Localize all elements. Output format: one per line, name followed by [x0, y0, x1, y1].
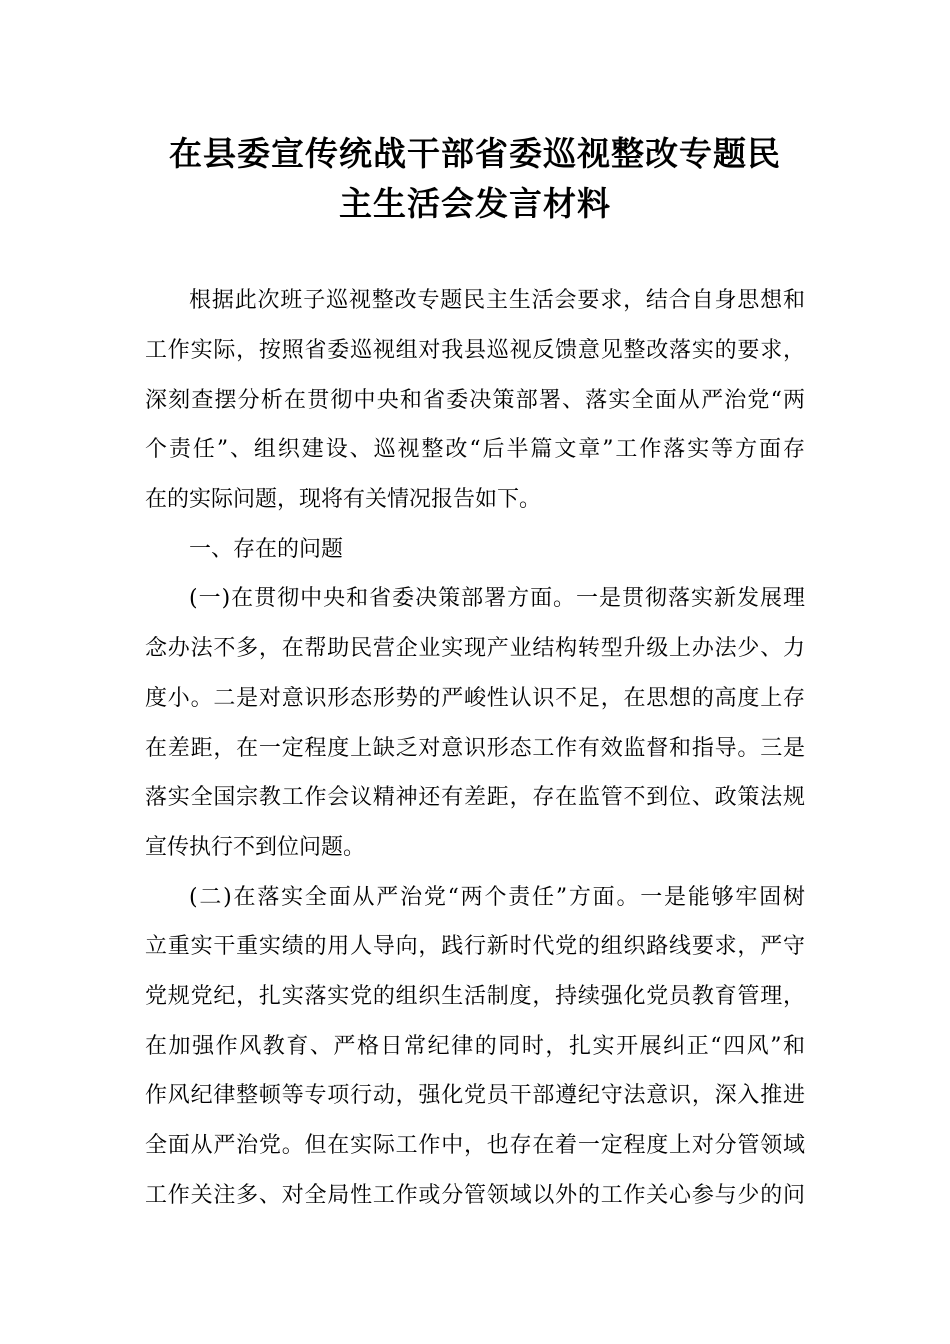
body-line: 深刻查摆分析在贯彻中央和省委决策部署、落实全面从严治党“两: [145, 388, 805, 413]
body-line: 作风纪律整顿等专项行动，强化党员干部遵纪守法意识，深入推进: [145, 1083, 805, 1108]
body-line: 在加强作风教育、严格日常纪律的同时，扎实开展纠正“四风”和: [145, 1034, 805, 1059]
body-line: 在差距，在一定程度上缺乏对意识形态工作有效监督和指导。三是: [145, 736, 805, 761]
body-line: 落实全国宗教工作会议精神还有差距，存在监管不到位、政策法规: [145, 785, 805, 810]
body-line: 念办法不多，在帮助民营企业实现产业结构转型升级上办法少、力: [145, 636, 805, 661]
document-title-line-1: 在县委宣传统战干部省委巡视整改专题民: [169, 134, 781, 173]
document-title-line-2: 主生活会发言材料: [339, 184, 611, 223]
body-line: 在的实际问题，现将有关情况报告如下。: [145, 487, 542, 512]
body-line: 根据此次班子巡视整改专题民主生活会要求，结合自身思想和: [189, 288, 805, 313]
body-line: 工作关注多、对全局性工作或分管领域以外的工作关心参与少的问: [145, 1183, 805, 1208]
body-line: 全面从严治党。但在实际工作中，也存在着一定程度上对分管领域: [145, 1133, 805, 1158]
body-line: 党规党纪，扎实落实党的组织生活制度，持续强化党员教育管理，: [145, 984, 805, 1009]
body-line: (二)在落实全面从严治党“两个责任”方面。一是能够牢固树: [189, 885, 805, 910]
body-line: 工作实际，按照省委巡视组对我县巡视反馈意见整改落实的要求，: [145, 338, 805, 363]
body-line: 个责任”、组织建设、巡视整改“后半篇文章”工作落实等方面存: [145, 437, 805, 462]
body-line: 度小。二是对意识形态形势的严峻性认识不足，在思想的高度上存: [145, 686, 805, 711]
section-heading: 一、存在的问题: [189, 537, 344, 562]
body-line: 立重实干重实绩的用人导向，践行新时代党的组织路线要求，严守: [145, 934, 805, 959]
body-line: 宣传执行不到位问题。: [145, 835, 366, 860]
body-line: (一)在贯彻中央和省委决策部署方面。一是贯彻落实新发展理: [189, 586, 805, 611]
